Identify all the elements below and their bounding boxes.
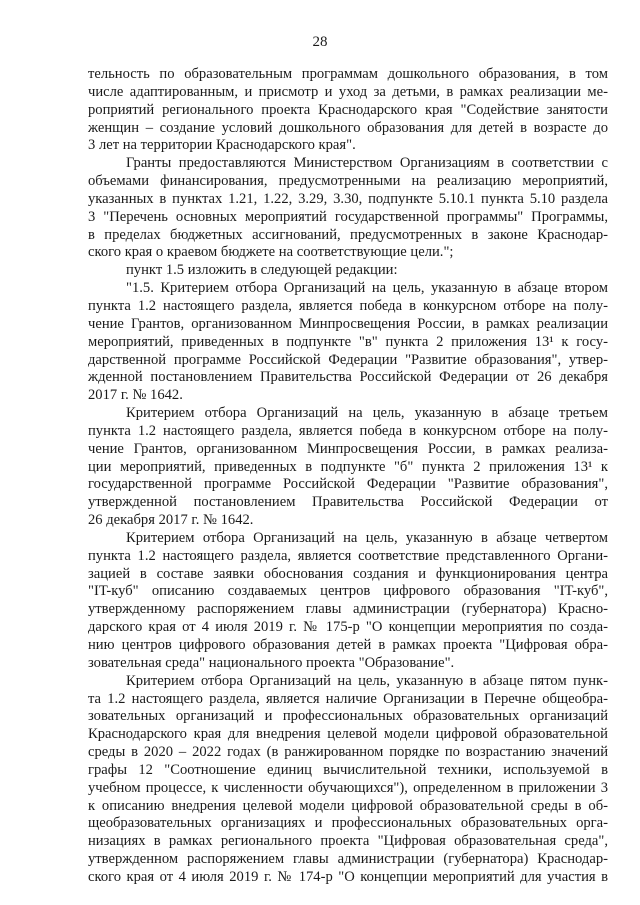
- text-line: 26 декабря 2017 г. № 1642.: [88, 512, 254, 529]
- text-line: государственной программе Российской Федерации "Развитие образования",: [88, 476, 608, 493]
- text-line: женщин – создание условий дошкольного образования для детей в возрасте до: [88, 119, 608, 136]
- text-line: зовательных организаций и профессиональных образовательных организаций: [88, 708, 608, 725]
- text-line: учебном процессе, к численности обучающихся"), определенном в приложении 3: [88, 779, 608, 796]
- text-line: жденной постановлением Правительства Российской Федерации от 26 декабря: [88, 369, 608, 386]
- text-line: 3 "Перечень основных мероприятий государственной программы" Программы,: [88, 208, 608, 225]
- text-line: утвержденному распоряжением главы администрации (губернатора) Красно-: [88, 601, 608, 618]
- text-line: Критерием отбора Организаций на цель, указанную в абзаце третьем: [126, 405, 608, 422]
- text-line: пункта 1.2 настоящего раздела, является победа в конкурсном отборе на полу-: [88, 422, 608, 439]
- text-line: дарственной программе Российской Федерации "Развитие образования", утвер-: [88, 351, 608, 368]
- text-line: числе адаптированным, и присмотр и уход за детьми, в рамках реализации ме-: [88, 83, 608, 100]
- text-line: мероприятий, приведенных в подпункте "в" пункта 2 приложения 13¹ к госу-: [88, 333, 608, 350]
- text-line: утвержденной постановлением Правительства Российской Федерации от: [88, 494, 608, 511]
- text-line: в пределах бюджетных ассигнований, предусмотренных в законе Краснодар-: [88, 226, 608, 243]
- text-line: чение Грантов, организованном Минпросвещения России, в рамках реализации: [88, 315, 608, 332]
- text-line: 2017 г. № 1642.: [88, 387, 183, 404]
- text-line: "IT-куб" описанию создаваемых центров цифрового образования "IT-куб",: [88, 583, 608, 600]
- text-line: 3 лет на территории Краснодарского края".: [88, 137, 356, 154]
- text-line: роприятий регионального проекта Краснодарского края "Содействие занятости: [88, 101, 608, 118]
- text-line: та 1.2 настоящего раздела, является наличие Организации в Перечне общеобра-: [88, 690, 608, 707]
- text-line: тельность по образовательным программам дошкольного образования, в том: [88, 66, 608, 82]
- text-line: к описанию внедрения целевой модели цифровой образовательной среды в об-: [88, 797, 608, 814]
- text-line: пункт 1.5 изложить в следующей редакции:: [126, 262, 398, 279]
- text-line: пункта 1.2 настоящего раздела, является соответствие представленного Органи-: [88, 547, 608, 564]
- text-line: щеобразовательных организациях и профессиональных образовательных орга-: [88, 815, 608, 832]
- text-line: среды в 2020 – 2022 годах (в ранжированном порядке по возрастанию значений: [88, 744, 608, 761]
- text-line: объемами финансирования, предусмотренными на реализацию мероприятий,: [88, 173, 608, 190]
- text-line: ского края от 4 июля 2019 г. № 174-р "О концепции мероприятий для участия в: [88, 868, 608, 885]
- text-line: дарского края от 4 июля 2019 г. № 175-р "О концепции мероприятия по созда-: [88, 619, 608, 636]
- text-line: Гранты предоставляются Министерством Организациям в соответствии с: [126, 155, 608, 172]
- text-line: пункта 1.2 настоящего раздела, является победа в конкурсном отборе на полу-: [88, 297, 608, 314]
- text-line: Краснодарского края для внедрения целевой модели цифровой образовательной: [88, 726, 608, 743]
- text-line: "1.5. Критерием отбора Организаций на цель, указанную в абзаце втором: [126, 280, 608, 297]
- text-line: чение Грантов, организованном Минпросвещения России, в рамках реализа-: [88, 440, 608, 457]
- text-line: графы 12 "Соотношение единиц вычислительной техники, используемой в: [88, 761, 608, 778]
- text-line: утвержденном распоряжением главы администрации (губернатора) Краснодар-: [88, 851, 608, 868]
- text-line: низациях в рамках регионального проекта "Цифровая образовательная среда",: [88, 833, 608, 850]
- text-line: Критерием отбора Организаций на цель, указанную в абзаце пятом пунк-: [126, 672, 608, 689]
- page-number: 28: [312, 34, 328, 50]
- text-line: Критерием отбора Организаций на цель, указанную в абзаце четвертом: [126, 529, 608, 546]
- text-line: нию центров цифрового образования детей в рамках проекта "Цифровая обра-: [88, 637, 608, 653]
- text-line: указанных в пунктах 1.21, 1.22, 3.29, 3.30, подпункте 5.10.1 пункта 5.10 раздела: [88, 190, 608, 207]
- document-body: [88, 66, 608, 887]
- text-line: зовательная среда" национального проекта "Образование".: [88, 654, 455, 671]
- text-line: ского края о краевом бюджете на соответствующие цели.";: [88, 244, 454, 261]
- text-line: ции мероприятий, приведенных в подпункте "б" пункта 2 приложения 13¹ к: [88, 458, 608, 475]
- text-line: зацией в составе заявки обоснования создания и функционирования центра: [88, 565, 608, 582]
